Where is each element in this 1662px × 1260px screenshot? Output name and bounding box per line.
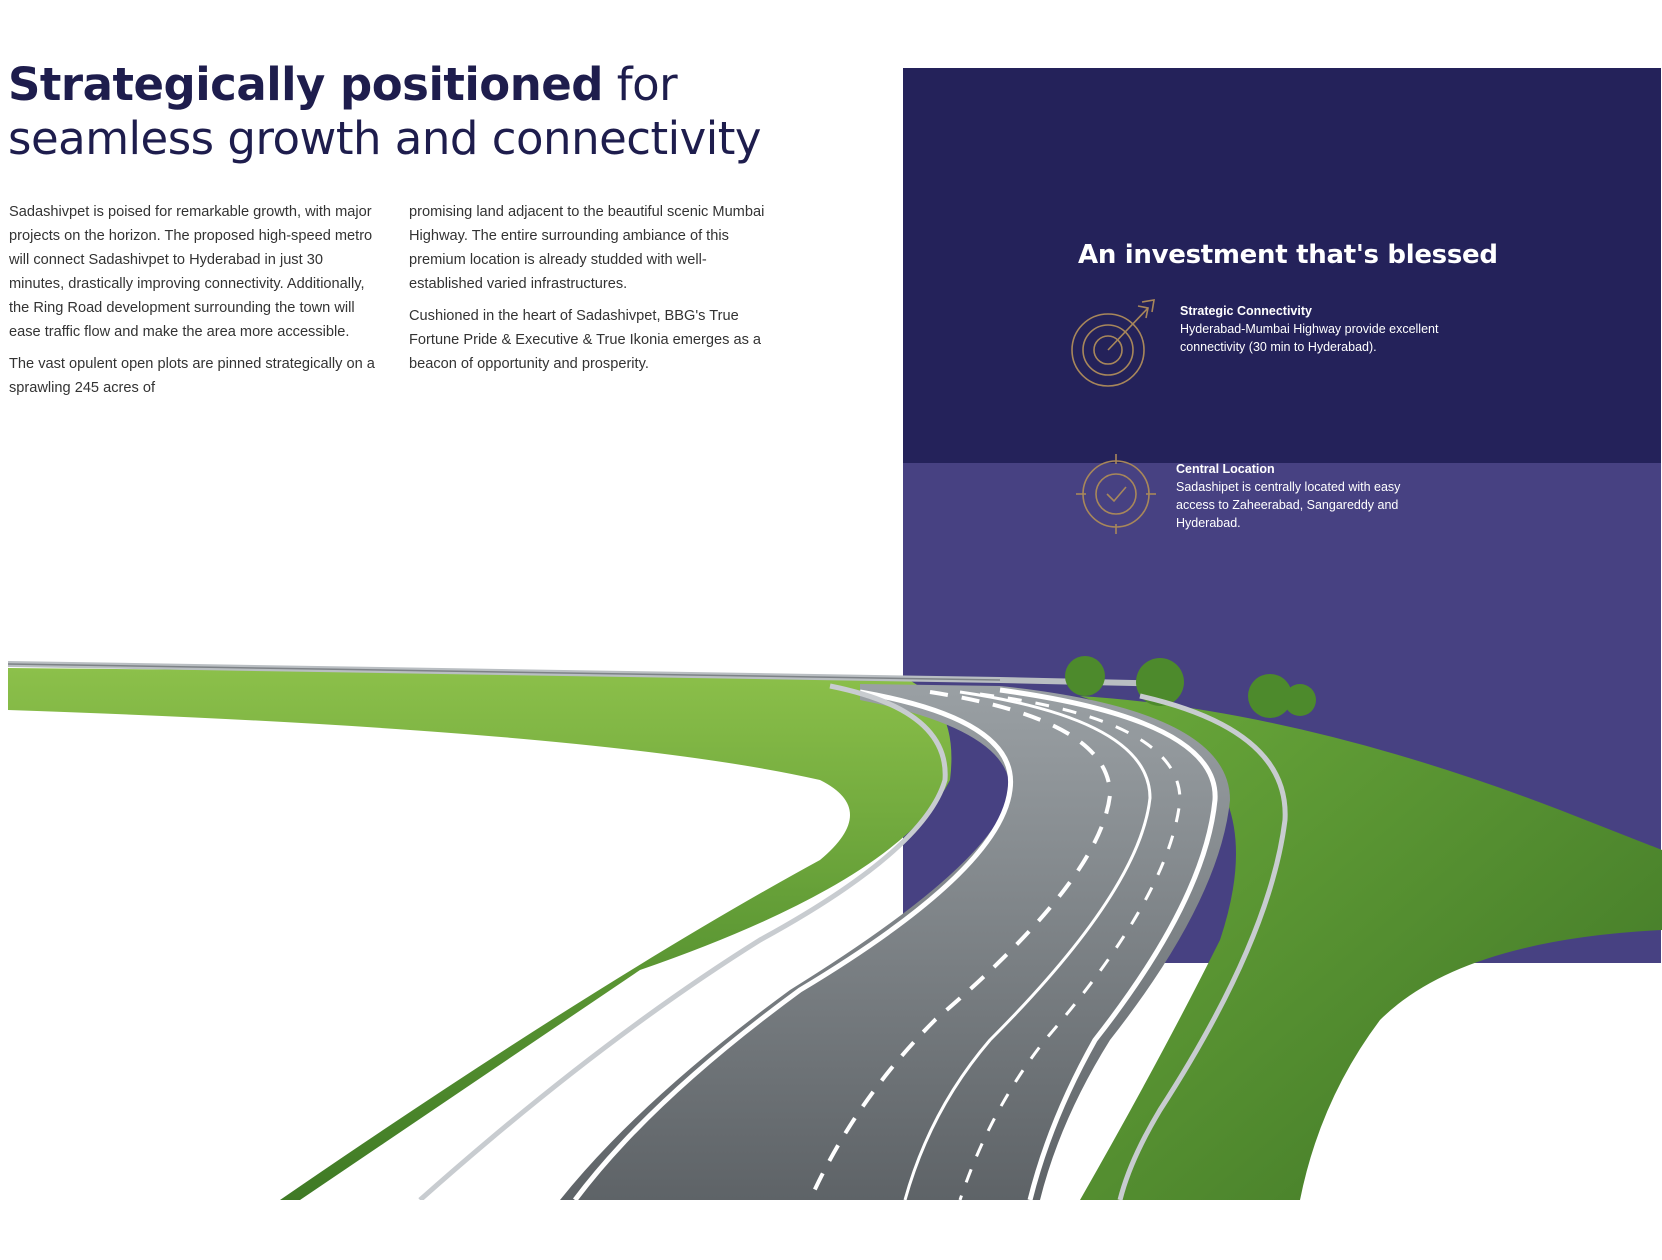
page-heading <box>8 58 888 166</box>
body-paragraph: promising land adjacent to the beautiful scenic Mumbai Highway. The entire surrounding ambiance of this premium location is already studded with well-established varied infrastructures. <box>409 204 765 292</box>
heading-regular-1: for <box>603 58 678 111</box>
target-arrow-icon <box>1066 298 1160 392</box>
heading-bold: Strategically positioned <box>8 58 603 111</box>
feature-title: Central Location <box>1176 462 1275 476</box>
panel-title: An investment that's blessed <box>1078 240 1498 270</box>
feature-strategic-connectivity <box>1180 302 1440 356</box>
feature-description: Hyderabad-Mumbai Highway provide excellent connectivity (30 min to Hyderabad). <box>1180 322 1439 354</box>
body-paragraph: The vast opulent open plots are pinned strategically on a sprawling 245 acres of <box>9 356 375 396</box>
body-paragraph: Sadashivpet is poised for remarkable growth, with major projects on the horizon. The proposed high-speed metro will connect Sadashivpet to Hyderabad in just 30 minutes, drastically improving connectivity. Additionally, the Ring Road development surrounding the town will ease traffic flow and make the area more accessible. <box>9 204 373 340</box>
feature-central-location <box>1176 460 1416 532</box>
feature-description: Sadashipet is centrally located with easy access to Zaheerabad, Sangareddy and Hyderabad. <box>1176 480 1401 530</box>
location-check-icon <box>1074 452 1158 536</box>
body-paragraph: Cushioned in the heart of Sadashivpet, BBG's True Fortune Pride & Executive & True Ikonia emerges as a beacon of opportunity and prosperity. <box>409 308 762 372</box>
body-column-left <box>9 200 379 408</box>
body-column-right <box>409 200 779 384</box>
highway-illustration <box>0 640 1662 1200</box>
feature-title: Strategic Connectivity <box>1180 304 1312 318</box>
heading-regular-2: seamless growth and connectivity <box>8 112 762 165</box>
